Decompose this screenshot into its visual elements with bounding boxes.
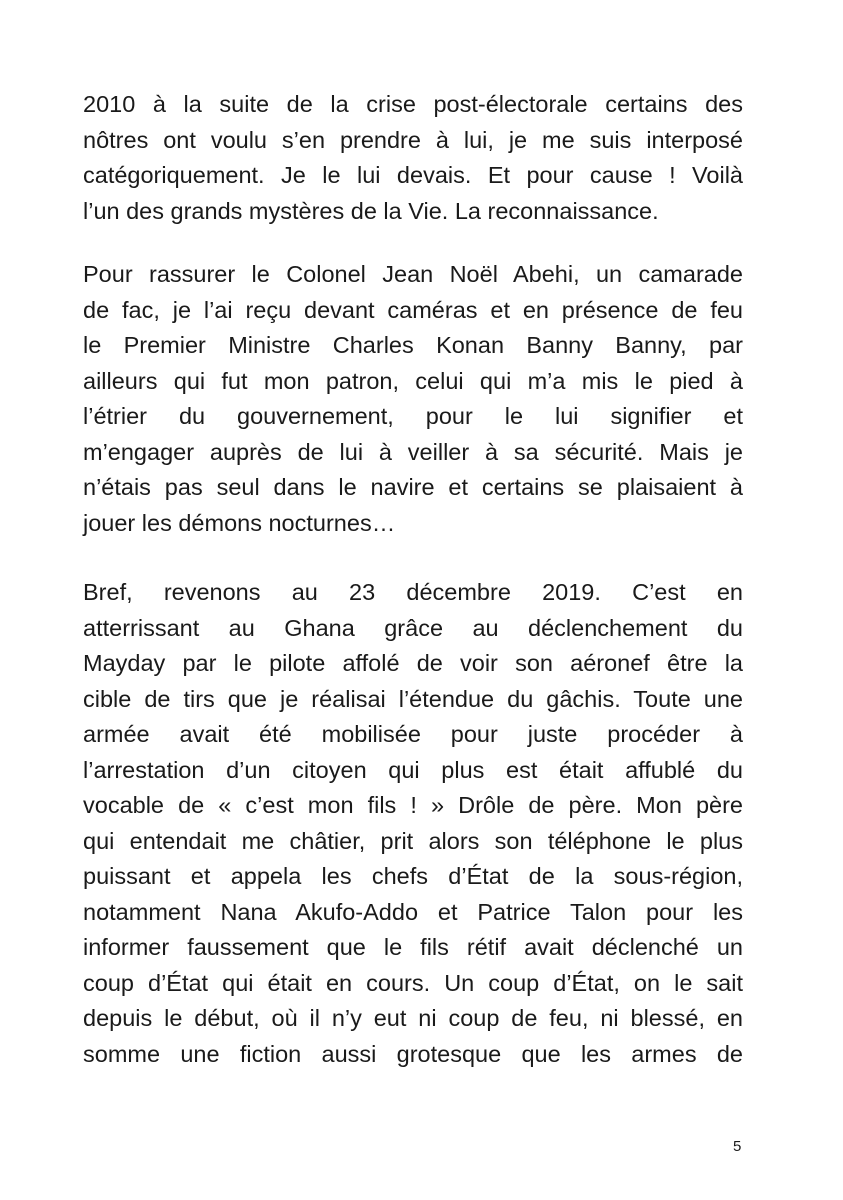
paragraph-1 [83,87,743,229]
paragraph-3 [83,575,743,1072]
text-line: cible de tirs que je réalisai l’étendue du gâchis. Toute une [83,685,743,712]
text-line: l’un des grands mystères de la Vie. La reconnaissance. [83,197,659,224]
text-line: n’étais pas seul dans le navire et certains se plaisaient à [83,474,743,500]
paragraph-2 [83,257,743,541]
text-line: armée avait été mobilisée pour juste procéder à [83,721,743,747]
text-line: l’arrestation d’un citoyen qui plus est était affublé du [83,756,743,783]
text-line: coup d’État qui était en cours. Un coup d’État, on le sait [83,969,743,996]
text-line: qui entendait me châtier, prit alors son téléphone le plus [83,827,743,854]
text-line: m’engager auprès de lui à veiller à sa sécurité. Mais je [83,438,743,465]
page-number: 5 [733,1138,742,1155]
text-line: Pour rassurer le Colonel Jean Noël Abehi, un camarade [83,261,743,287]
text-line: catégoriquement. Je le lui devais. Et pour cause ! Voilà [83,162,743,188]
text-line: Mayday par le pilote affolé de voir son aéronef être la [83,650,743,676]
text-line: le Premier Ministre Charles Konan Banny Banny, par [83,332,743,358]
text-line: depuis le début, où il n’y eut ni coup de feu, ni blessé, en [83,1005,743,1031]
text-line: atterrissant au Ghana grâce au déclenchement du [83,614,743,641]
text-line: puissant et appela les chefs d’État de la sous-région, [83,863,743,889]
text-line: somme une fiction aussi grotesque que les armes de [83,1040,743,1067]
text-line: l’étrier du gouvernement, pour le lui signifier et [83,403,743,429]
text-line: de fac, je l’ai reçu devant caméras et en présence de feu [83,296,743,323]
text-line: informer faussement que le fils rétif avait déclenché un [83,934,743,960]
text-line: 2010 à la suite de la crise post-électorale certains des [83,91,743,117]
text-line: notamment Nana Akufo-Addo et Patrice Talon pour les [83,898,743,925]
text-line: Bref, revenons au 23 décembre 2019. C’est en [83,579,743,605]
text-line: ailleurs qui fut mon patron, celui qui m’a mis le pied à [83,367,743,394]
text-line: vocable de « c’est mon fils ! » Drôle de père. Mon père [83,792,743,818]
text-line: nôtres ont voulu s’en prendre à lui, je me suis interposé [83,126,743,153]
text-line: jouer les démons nocturnes… [83,509,396,536]
